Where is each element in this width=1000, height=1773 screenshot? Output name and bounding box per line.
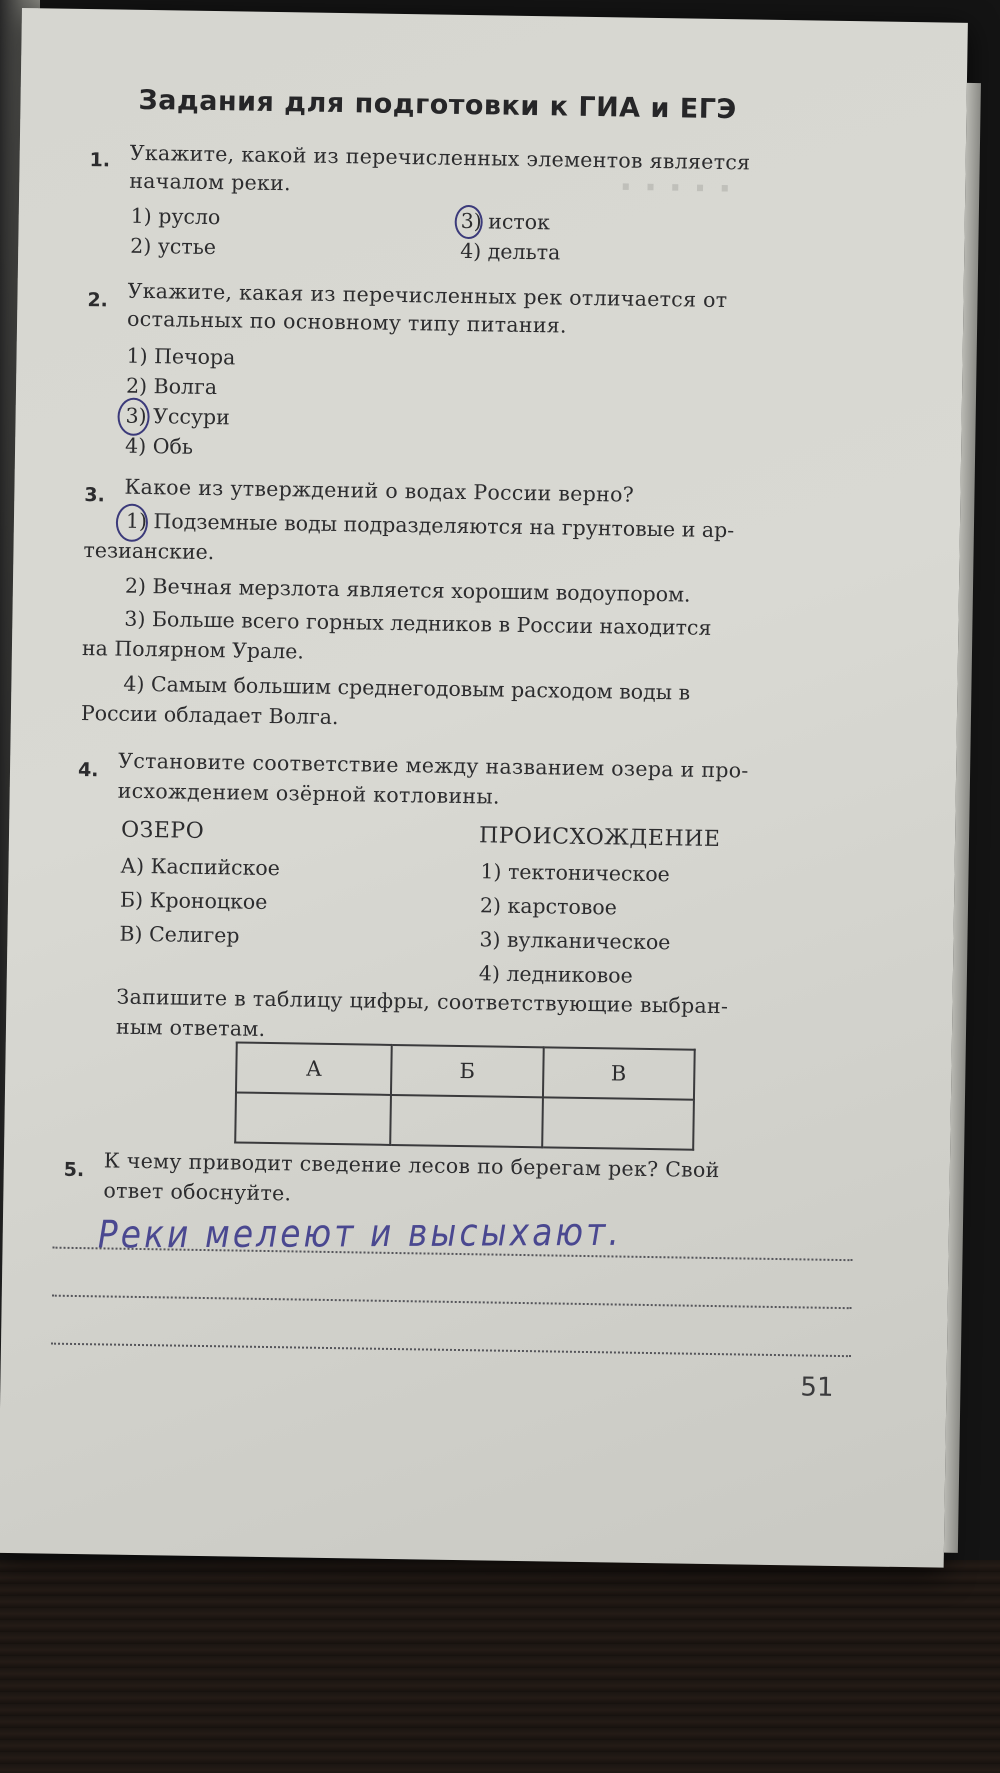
question-5-number: 5. [63,1158,85,1182]
question-2-option-4: 4) Обь [124,433,194,459]
table-instruction-line1: Запишите в таблицу цифры, соответствующие выбран- [116,984,729,1019]
question-1-text-line2: началом реки. [129,168,292,196]
question-1-text-line1: Укажите, какой из перечисленных элементов является [129,140,751,175]
answer-table-input-row [235,1092,694,1149]
show-through-text: · · · · · [618,167,732,210]
question-2-option-2: 2) Волга [125,373,218,400]
lake-option-b: Б) Кроноцкое [119,887,268,914]
question-1-option-3: 3) исток [460,208,551,235]
question-5-text-line2: ответ обоснуйте. [103,1178,292,1206]
question-3-option-2: 2) Вечная мерзлота является хорошим водоупором. [124,573,691,607]
question-2-text-line2: остальных по основному типу питания. [126,306,568,338]
origin-option-2: 2) карстовое [479,893,618,920]
question-2-text-line1: Укажите, какая из перечисленных рек отличается от [127,278,728,313]
question-4-text-line1: Установите соответствие между названием озера и про- [118,748,749,783]
question-4-number: 4. [77,758,99,782]
question-5-text-line1: К чему приводит сведение лесов по берегам рек? Свой [103,1148,720,1183]
answer-table [234,1041,696,1150]
question-2-number: 2. [87,289,109,312]
answer-circle-q2 [117,398,150,436]
origin-column-title: ПРОИСХОЖДЕНИЕ [478,823,721,853]
answer-cell-a[interactable] [235,1092,391,1144]
question-1-option-4: 4) дельта [460,238,561,265]
question-3-number: 3. [84,484,105,507]
answer-table-header-c: В [542,1047,694,1099]
question-2-option-1: 1) Печора [126,343,236,370]
answer-cell-b[interactable] [390,1095,542,1147]
origin-option-3: 3) вулканическое [479,927,671,955]
lake-option-c: В) Селигер [119,921,240,948]
question-3-option-1-line1: 1) Подземные воды подразделяются на грунтовые и ар- [125,508,735,543]
question-2-option-3: 3) Уссури [125,403,230,430]
question-3-option-4-line2: России обладает Волга. [80,701,339,730]
question-1-option-1: 1) русло [130,203,221,230]
lake-option-a: А) Каспийское [120,853,281,881]
table-instruction-line2: ным ответам. [115,1014,266,1041]
question-3-option-1-line2: тезианские. [83,538,215,565]
origin-option-4: 4) ледниковое [478,961,633,988]
answer-table-header-row [236,1043,695,1100]
page-number: 51 [800,1372,834,1403]
answer-line-2[interactable] [52,1295,852,1310]
question-1-number: 1. [89,149,111,172]
page-stack-edge [944,83,981,1553]
page-content [22,8,968,1403]
section-heading: Задания для подготовки к ГИА и ЕГЭ [138,84,737,126]
workbook-page [0,8,968,1568]
handwritten-answer: Реки мелеют и высыхают. [97,1209,622,1257]
answer-table-header-b: Б [391,1045,543,1097]
answer-table-header-a: А [236,1043,392,1095]
answer-cell-c[interactable] [542,1097,694,1149]
origin-option-1: 1) тектоническое [480,859,670,887]
answer-line-3[interactable] [51,1343,851,1358]
question-3-option-3-line2: на Полярном Урале. [81,636,305,664]
question-1-option-2: 2) устье [130,233,217,260]
question-3-text: Какое из утверждений о водах России верно? [124,474,635,507]
lake-column-title: ОЗЕРО [120,817,205,844]
question-3-option-3-line1: 3) Больше всего горных ледников в России находится [124,606,712,640]
wooden-surface [0,1560,1000,1773]
question-4-text-line2: исхождением озёрной котловины. [117,778,500,809]
question-3-option-4-line1: 4) Самым большим среднегодовым расходом воды в [123,671,691,705]
